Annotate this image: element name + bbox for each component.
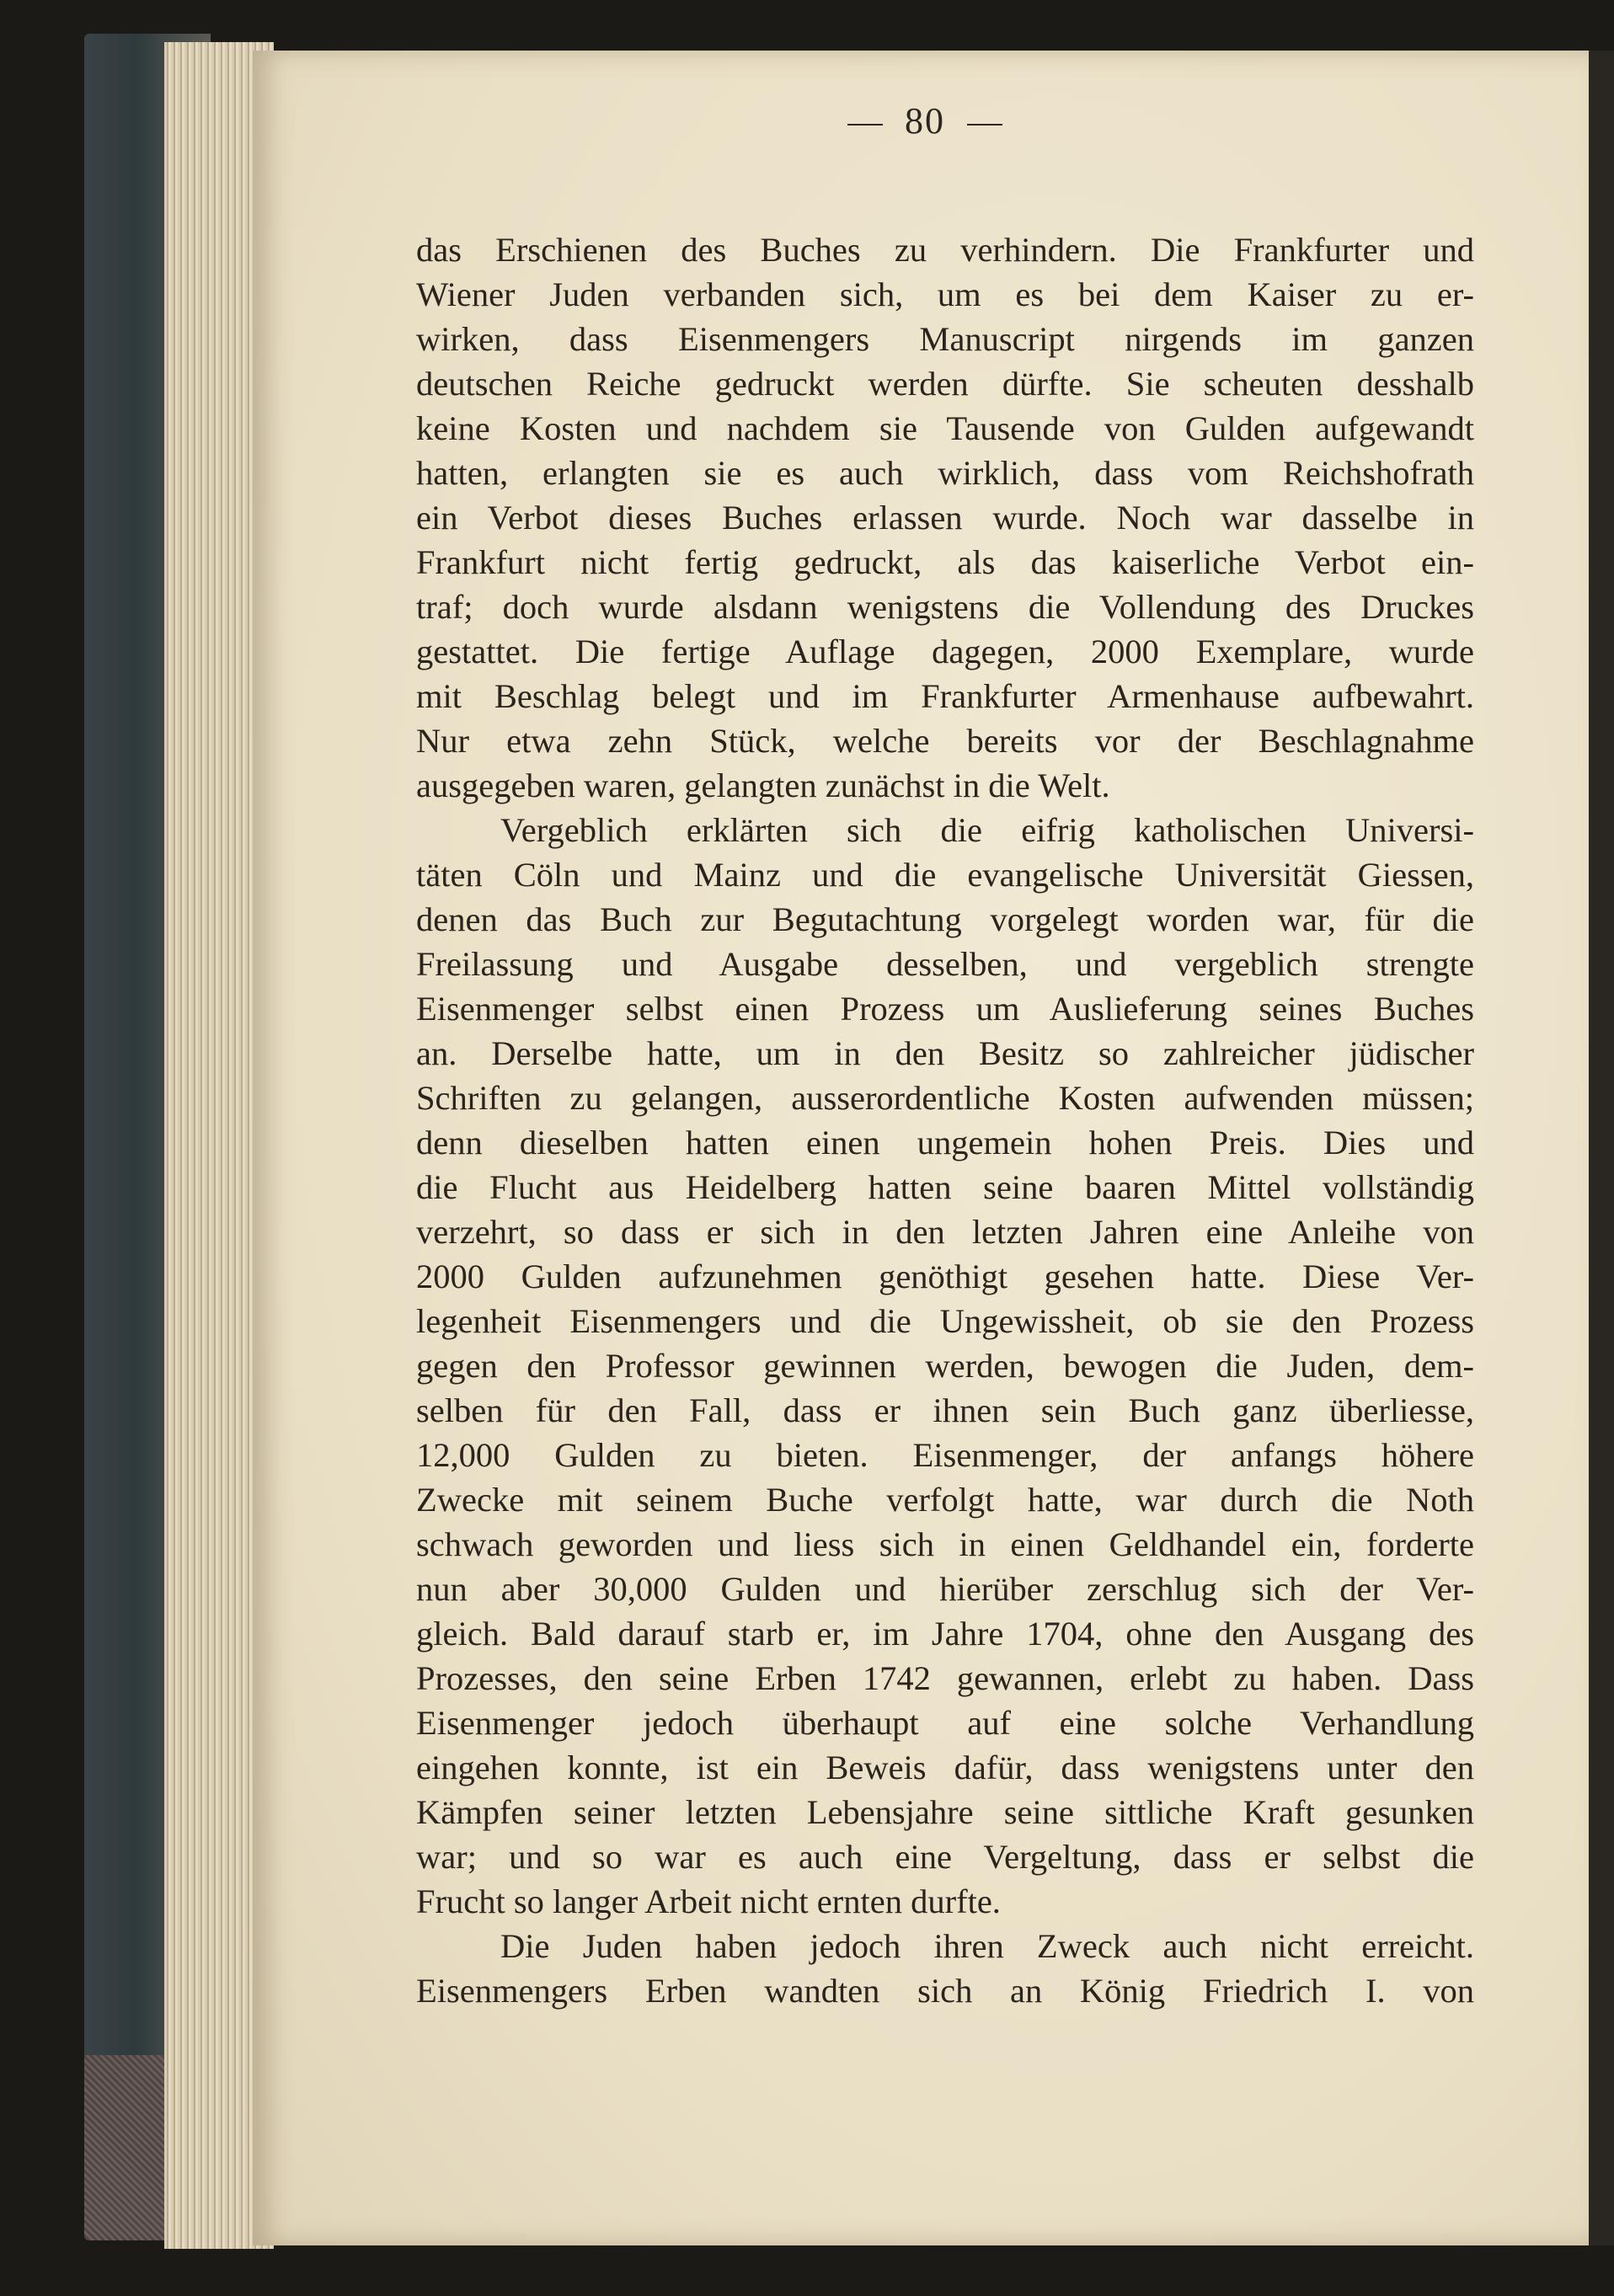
text-line: das Erschienen des Buches zu verhindern. Die Frankfurter und: [416, 231, 1474, 269]
text-line: Wiener Juden verbanden sich, um es bei dem Kaiser zu er-: [416, 275, 1474, 313]
text-line: traf; doch wurde alsdann wenigstens die Vollendung des Druckes: [416, 588, 1474, 626]
text-line: eingehen konnte, ist ein Beweis dafür, dass wenigstens unter den: [416, 1749, 1474, 1786]
text-line: 2000 Gulden aufzunehmen genöthigt gesehen hatte. Diese Ver-: [416, 1257, 1474, 1295]
text-line: Eisenmengers Erben wandten sich an König Friedrich I. von: [416, 1972, 1474, 2010]
background-strip: [1589, 51, 1614, 2245]
text-line: hatten, erlangten sie es auch wirklich, dass vom Reichshofrath: [416, 454, 1474, 492]
text-line: Zwecke mit seinem Buche verfolgt hatte, war durch die Noth: [416, 1481, 1474, 1519]
text-line: gegen den Professor gewinnen werden, bewogen die Juden, dem-: [416, 1347, 1474, 1385]
page-number-header: [236, 99, 1614, 142]
text-line: Freilassung und Ausgabe desselben, und vergeblich strengte: [416, 945, 1474, 983]
text-line: denn dieselben hatten einen ungemein hohen Preis. Dies und: [416, 1124, 1474, 1161]
text-line: denen das Buch zur Begutachtung vorgelegt worden war, für die: [416, 900, 1474, 938]
text-line: verzehrt, so dass er sich in den letzten Jahren eine Anleihe von: [416, 1213, 1474, 1251]
text-line: keine Kosten und nachdem sie Tausende von Gulden aufgewandt: [416, 409, 1474, 447]
text-line: deutschen Reiche gedruckt werden dürfte. Sie scheuten desshalb: [416, 365, 1474, 403]
text-line: Vergeblich erklärten sich die eifrig katholischen Universi-: [500, 811, 1474, 849]
text-line: Schriften zu gelangen, ausserordentliche Kosten aufwenden müssen;: [416, 1079, 1474, 1117]
text-line: täten Cöln und Mainz und die evangelische Universität Giessen,: [416, 856, 1474, 894]
text-line: war; und so war es auch eine Vergeltung, dass er selbst die: [416, 1838, 1474, 1876]
text-line: Die Juden haben jedoch ihren Zweck auch nicht erreicht.: [500, 1927, 1474, 1965]
text-line: legenheit Eisenmengers und die Ungewissheit, ob sie den Prozess: [416, 1302, 1474, 1340]
text-line: die Flucht aus Heidelberg hatten seine baaren Mittel vollständig: [416, 1168, 1474, 1206]
text-line: an. Derselbe hatte, um in den Besitz so zahlreicher jüdischer: [416, 1034, 1474, 1072]
text-line: selben für den Fall, dass er ihnen sein Buch ganz überliesse,: [416, 1391, 1474, 1429]
text-line: schwach geworden und liess sich in einen Geldhandel ein, forderte: [416, 1525, 1474, 1563]
text-line: Eisenmenger selbst einen Prozess um Auslieferung seines Buches: [416, 990, 1474, 1028]
text-line: gestattet. Die fertige Auflage dagegen, 2000 Exemplare, wurde: [416, 633, 1474, 670]
text-line: ein Verbot dieses Buches erlassen wurde. Noch war dasselbe in: [416, 499, 1474, 537]
header-dash-right: [967, 124, 1002, 125]
text-line: Prozesses, den seine Erben 1742 gewannen, erlebt zu haben. Dass: [416, 1659, 1474, 1697]
page-number: 80: [905, 100, 945, 141]
text-line: nun aber 30,000 Gulden und hierüber zerschlug sich der Ver-: [416, 1570, 1474, 1608]
text-line: wirken, dass Eisenmengers Manuscript nirgends im ganzen: [416, 320, 1474, 358]
body-text: [416, 227, 1474, 2013]
text-line: mit Beschlag belegt und im Frankfurter Armenhause aufbewahrt.: [416, 677, 1474, 715]
text-line: Eisenmenger jedoch überhaupt auf eine solche Verhandlung: [416, 1704, 1474, 1742]
text-line: Frankfurt nicht fertig gedruckt, als das kaiserliche Verbot ein-: [416, 543, 1474, 581]
text-line: ausgegeben waren, gelangten zunächst in die Welt.: [416, 766, 1110, 804]
text-line: Nur etwa zehn Stück, welche bereits vor der Beschlagnahme: [416, 722, 1474, 760]
text-line: gleich. Bald darauf starb er, im Jahre 1704, ohne den Ausgang des: [416, 1615, 1474, 1653]
text-line: Frucht so langer Arbeit nicht ernten durfte.: [416, 1882, 1001, 1920]
text-line: 12,000 Gulden zu bieten. Eisenmenger, der anfangs höhere: [416, 1436, 1474, 1474]
header-dash-left: [847, 124, 883, 125]
text-line: Kämpfen seiner letzten Lebensjahre seine sittliche Kraft gesunken: [416, 1793, 1474, 1831]
